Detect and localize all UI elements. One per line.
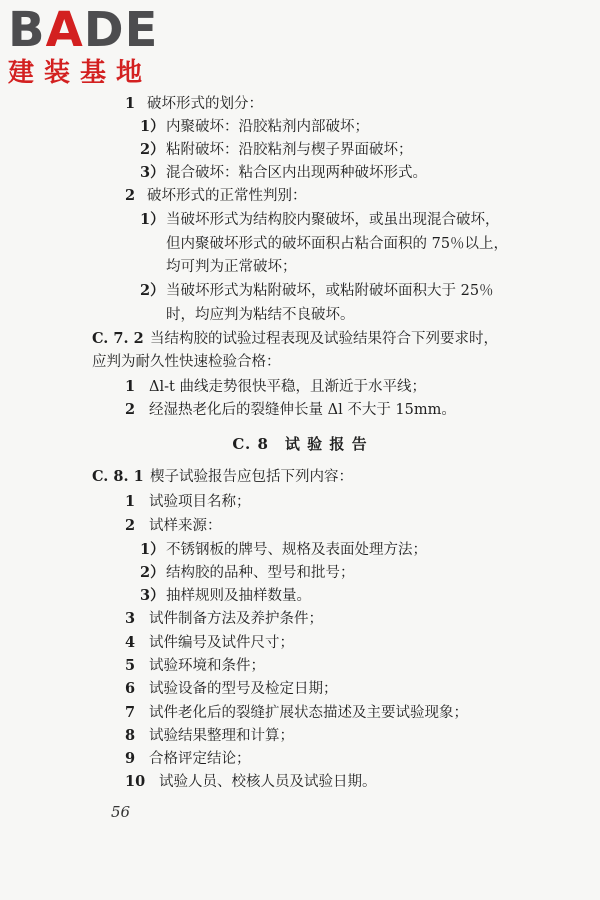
list-item-continuation: 均可判为正常破坏； <box>166 259 297 275</box>
list-item: 7 试件老化后的裂缝扩展状态描述及主要试验现象； <box>125 704 468 721</box>
logo-wordmark: BADE <box>8 2 159 58</box>
list-item: 2 经湿热老化后的裂缝伸长量 Δl 不大于 15mm。 <box>125 401 456 418</box>
clause-continuation: 应判为耐久性快速检验合格： <box>92 354 281 370</box>
list-item: 2）结构胶的品种、型号和批号； <box>140 564 355 581</box>
list-item: 2 破坏形式的正常性判别： <box>125 187 307 204</box>
list-item: 5 试验环境和条件； <box>125 657 265 674</box>
list-item: 6 试验设备的型号及检定日期； <box>125 680 338 697</box>
list-item: 1 Δl-t 曲线走势很快平稳，且渐近于水平线； <box>125 378 426 395</box>
page-number: 56 <box>111 803 131 821</box>
list-item: 1）不锈钢板的牌号、规格及表面处理方法； <box>140 541 427 558</box>
list-item-continuation: 时，均应判为粘结不良破坏。 <box>166 307 355 323</box>
clause: C. 7. 2 当结构胶的试验过程表现及试验结果符合下列要求时， <box>92 330 498 347</box>
list-item-continuation: 但内聚破坏形式的破坏面积占粘合面积的 75％以上， <box>166 236 509 252</box>
list-item: 3）混合破坏：粘合区内出现两种破坏形式。 <box>140 164 427 181</box>
clause: C. 8. 1 楔子试验报告应包括下列内容： <box>92 468 353 485</box>
list-item: 8 试验结果整理和计算； <box>125 727 294 744</box>
list-item: 10 试验人员、校核人员及试验日期。 <box>125 773 377 790</box>
list-item: 3）抽样规则及抽样数量。 <box>140 587 311 604</box>
list-item: 1 破坏形式的划分： <box>125 95 263 112</box>
list-item: 2）当破坏形式为粘附破坏，或粘附破坏面积大于 25％ <box>140 282 494 299</box>
list-item: 1）内聚破坏：沿胶粘剂内部破坏； <box>140 118 369 135</box>
list-item: 9 合格评定结论； <box>125 750 251 767</box>
list-item: 2 试样来源： <box>125 517 222 534</box>
list-item: 1）当破坏形式为结构胶内聚破坏，或虽出现混合破坏， <box>140 211 500 228</box>
list-item: 3 试件制备方法及养护条件； <box>125 610 323 627</box>
list-item: 2）粘附破坏：沿胶粘剂与楔子界面破坏； <box>140 141 413 158</box>
list-item: 1 试验项目名称； <box>125 493 251 510</box>
logo-subtitle: 建装基地 <box>8 58 153 88</box>
list-item: 4 试件编号及试件尺寸； <box>125 634 294 651</box>
section-heading: C. 8 试 验 报 告 <box>232 435 368 453</box>
